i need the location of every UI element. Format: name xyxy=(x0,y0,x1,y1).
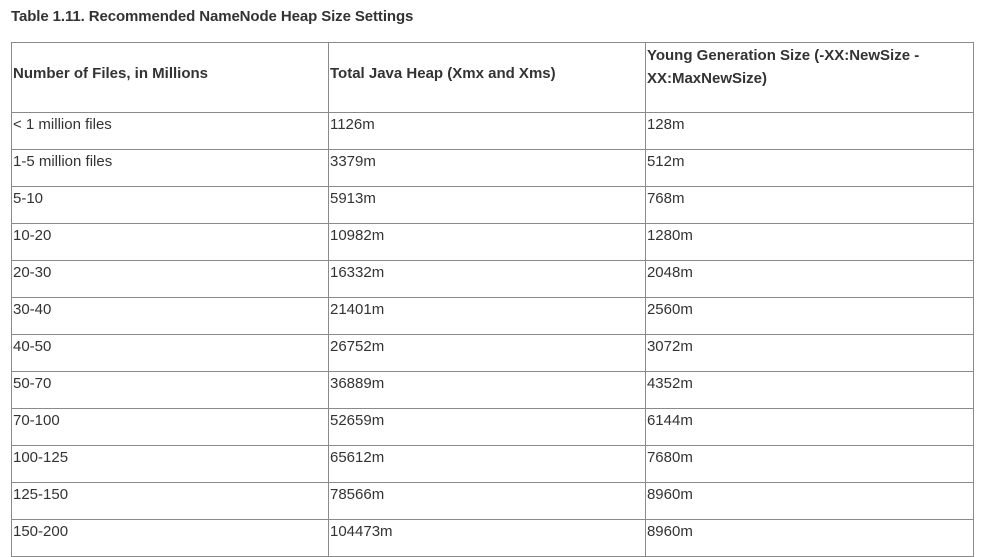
cell-number-of-files: 125-150 xyxy=(12,483,329,520)
table-row xyxy=(12,372,974,409)
table-header-row xyxy=(12,43,974,113)
cell-number-of-files: 40-50 xyxy=(12,335,329,372)
cell-total-java-heap: 5913m xyxy=(328,187,645,224)
cell-total-java-heap: 65612m xyxy=(328,446,645,483)
table-row xyxy=(12,224,974,261)
cell-total-java-heap: 26752m xyxy=(328,335,645,372)
table-row xyxy=(12,113,974,150)
table-row xyxy=(12,409,974,446)
cell-total-java-heap: 36889m xyxy=(328,372,645,409)
cell-total-java-heap: 1126m xyxy=(328,113,645,150)
table-row xyxy=(12,483,974,520)
cell-young-generation-size: 1280m xyxy=(645,224,973,261)
cell-young-generation-size: 8960m xyxy=(645,520,973,557)
cell-young-generation-size: 128m xyxy=(645,113,973,150)
cell-young-generation-size: 2560m xyxy=(645,298,973,335)
table-row xyxy=(12,446,974,483)
table-row xyxy=(12,187,974,224)
cell-young-generation-size: 512m xyxy=(645,150,973,187)
table-row xyxy=(12,261,974,298)
cell-number-of-files: 100-125 xyxy=(12,446,329,483)
heap-size-table xyxy=(11,42,974,557)
cell-total-java-heap: 78566m xyxy=(328,483,645,520)
cell-young-generation-size: 3072m xyxy=(645,335,973,372)
cell-young-generation-size: 6144m xyxy=(645,409,973,446)
cell-young-generation-size: 4352m xyxy=(645,372,973,409)
cell-number-of-files: 10-20 xyxy=(12,224,329,261)
cell-young-generation-size: 2048m xyxy=(645,261,973,298)
cell-number-of-files: < 1 million files xyxy=(12,113,329,150)
cell-number-of-files: 30-40 xyxy=(12,298,329,335)
cell-young-generation-size: 7680m xyxy=(645,446,973,483)
header-young-generation-size: Young Generation Size (-XX:NewSize -XX:MaxNewSize) xyxy=(645,43,973,113)
table-row xyxy=(12,335,974,372)
cell-number-of-files: 70-100 xyxy=(12,409,329,446)
cell-number-of-files: 50-70 xyxy=(12,372,329,409)
cell-number-of-files: 20-30 xyxy=(12,261,329,298)
cell-total-java-heap: 10982m xyxy=(328,224,645,261)
cell-young-generation-size: 8960m xyxy=(645,483,973,520)
table-row xyxy=(12,298,974,335)
cell-total-java-heap: 16332m xyxy=(328,261,645,298)
header-total-java-heap: Total Java Heap (Xmx and Xms) xyxy=(328,43,645,113)
table-row xyxy=(12,150,974,187)
cell-number-of-files: 5-10 xyxy=(12,187,329,224)
header-number-of-files: Number of Files, in Millions xyxy=(12,43,329,113)
cell-total-java-heap: 52659m xyxy=(328,409,645,446)
cell-total-java-heap: 3379m xyxy=(328,150,645,187)
cell-young-generation-size: 768m xyxy=(645,187,973,224)
table-row xyxy=(12,520,974,557)
cell-total-java-heap: 21401m xyxy=(328,298,645,335)
cell-number-of-files: 1-5 million files xyxy=(12,150,329,187)
cell-total-java-heap: 104473m xyxy=(328,520,645,557)
cell-number-of-files: 150-200 xyxy=(12,520,329,557)
table-title: Table 1.11. Recommended NameNode Heap Size Settings xyxy=(11,8,414,25)
